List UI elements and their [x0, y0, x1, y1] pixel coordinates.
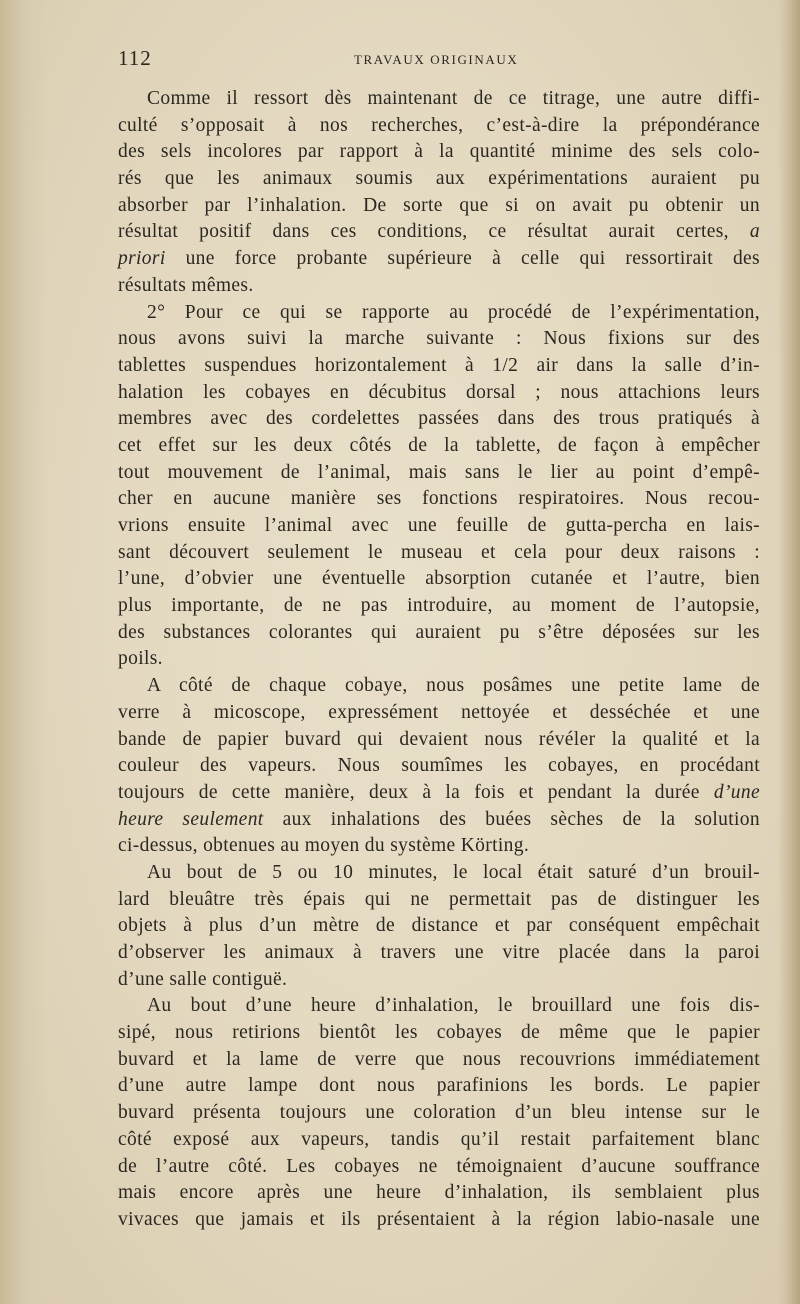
text-line: absorber par l’inhalation. De sorte que si on avait pu obtenir un: [118, 194, 760, 216]
text-line: [118, 246, 760, 273]
text-line: sipé, nous retirions bientôt les cobayes de même que le papier: [118, 1022, 760, 1044]
text-line: culté s’opposait à nos recherches, c’est-à-dire la prépondérance: [118, 114, 760, 136]
text-line: objets à plus d’un mètre de distance et par conséquent empêchait: [118, 915, 760, 937]
text-line: halation les cobayes en décubitus dorsal ; nous attachions leurs: [118, 381, 760, 403]
text-line: Au bout de 5 ou 10 minutes, le local était saturé d’un brouil-: [147, 861, 760, 883]
text-line: [118, 807, 760, 834]
page-edge-shadow-left: [0, 0, 48, 1304]
text-line: rés que les animaux soumis aux expérimentations auraient pu: [118, 168, 760, 190]
text-line: d’observer les animaux à travers une vitre placée dans la paroi: [118, 942, 760, 963]
text-line: d’une salle contiguë.: [118, 968, 288, 990]
text-line: couleur des vapeurs. Nous soumîmes les cobayes, en procédant: [118, 755, 760, 777]
text-line: tablettes suspendues horizontalement à 1/2 air dans la salle d’in-: [118, 354, 760, 376]
text-line: poils.: [118, 648, 163, 670]
text-line: buvard présenta toujours une coloration d’un bleu intense sur le: [118, 1102, 760, 1124]
text-run: aux inhalations des buées sèches de la solution: [263, 808, 760, 830]
text-line: tout mouvement de l’animal, mais sans le lier au point d’empê-: [118, 461, 760, 483]
text-run: une force probante supérieure à celle qui ressortirait des: [165, 248, 760, 270]
text-line: 2° Pour ce qui se rapporte au procédé de l’expérimentation,: [147, 301, 760, 323]
text-line: [118, 219, 760, 246]
text-line: des sels incolores par rapport à la quantité minime des sels colo-: [118, 141, 760, 163]
text-line: côté exposé aux vapeurs, tandis qu’il restait parfaitement blanc: [118, 1128, 760, 1150]
text-line: verre à micoscope, expressément nettoyée et desséchée et une: [118, 701, 760, 723]
text-line: résultats mêmes.: [118, 274, 254, 296]
text-line: [118, 780, 760, 807]
italic-text: priori: [118, 248, 166, 270]
text-line: ci-dessus, obtenues au moyen du système Körting.: [118, 835, 530, 857]
text-line: nous avons suivi la marche suivante : Nous fixions sur des: [118, 328, 760, 350]
text-line: Au bout d’une heure d’inhalation, le brouillard une fois dis-: [147, 995, 760, 1017]
text-line: A côté de chaque cobaye, nous posâmes une petite lame de: [147, 675, 760, 697]
page-header: [118, 46, 758, 76]
text-line: l’une, d’obvier une éventuelle absorption cutanée et l’autre, bien: [118, 568, 760, 590]
text-line: bande de papier buvard qui devaient nous révéler la qualité et la: [118, 728, 760, 750]
text-line: sant découvert seulement le museau et cela pour deux raisons :: [118, 541, 760, 563]
page-edge-shadow-right: [778, 0, 800, 1304]
italic-text: d’une: [713, 781, 760, 803]
text-line: buvard et la lame de verre que nous recouvrions immédiatement: [118, 1048, 760, 1070]
text-line: cet effet sur les deux côtés de la tablette, de façon à empêcher: [118, 434, 760, 456]
text-line: cher en aucune manière ses fonctions respiratoires. Nous recou-: [118, 488, 760, 510]
italic-text: a: [749, 221, 760, 243]
text-line: des substances colorantes qui auraient pu s’être déposées sur les: [118, 621, 760, 643]
body-text: [118, 86, 760, 1234]
text-line: lard bleuâtre très épais qui ne permettait pas de distinguer les: [118, 888, 760, 910]
text-line: Comme il ressort dès maintenant de ce titrage, une autre diffi-: [147, 88, 760, 109]
page-number: 112: [118, 46, 152, 70]
text-run: toujours de cette manière, deux à la fois et pendant la durée: [118, 781, 714, 803]
text-line: d’une autre lampe dont nous parafinions les bords. Le papier: [118, 1075, 760, 1097]
text-line: de l’autre côté. Les cobayes ne témoignaient d’aucune souffrance: [118, 1155, 760, 1177]
text-line: mais encore après une heure d’inhalation, ils semblaient plus: [118, 1182, 760, 1204]
running-head: TRAVAUX ORIGINAUX: [354, 52, 519, 67]
text-line: membres avec des cordelettes passées dans des trous pratiqués à: [118, 408, 760, 430]
text-line: vrions ensuite l’animal avec une feuille de gutta-percha en lais-: [118, 515, 760, 536]
text-line: plus importante, de ne pas introduire, au moment de l’autopsie,: [118, 595, 760, 617]
italic-text: heure seulement: [118, 808, 264, 830]
text-line: vivaces que jamais et ils présentaient à la région labio-nasale une: [118, 1208, 760, 1230]
text-run: résultat positif dans ces conditions, ce résultat aurait certes,: [118, 221, 750, 243]
